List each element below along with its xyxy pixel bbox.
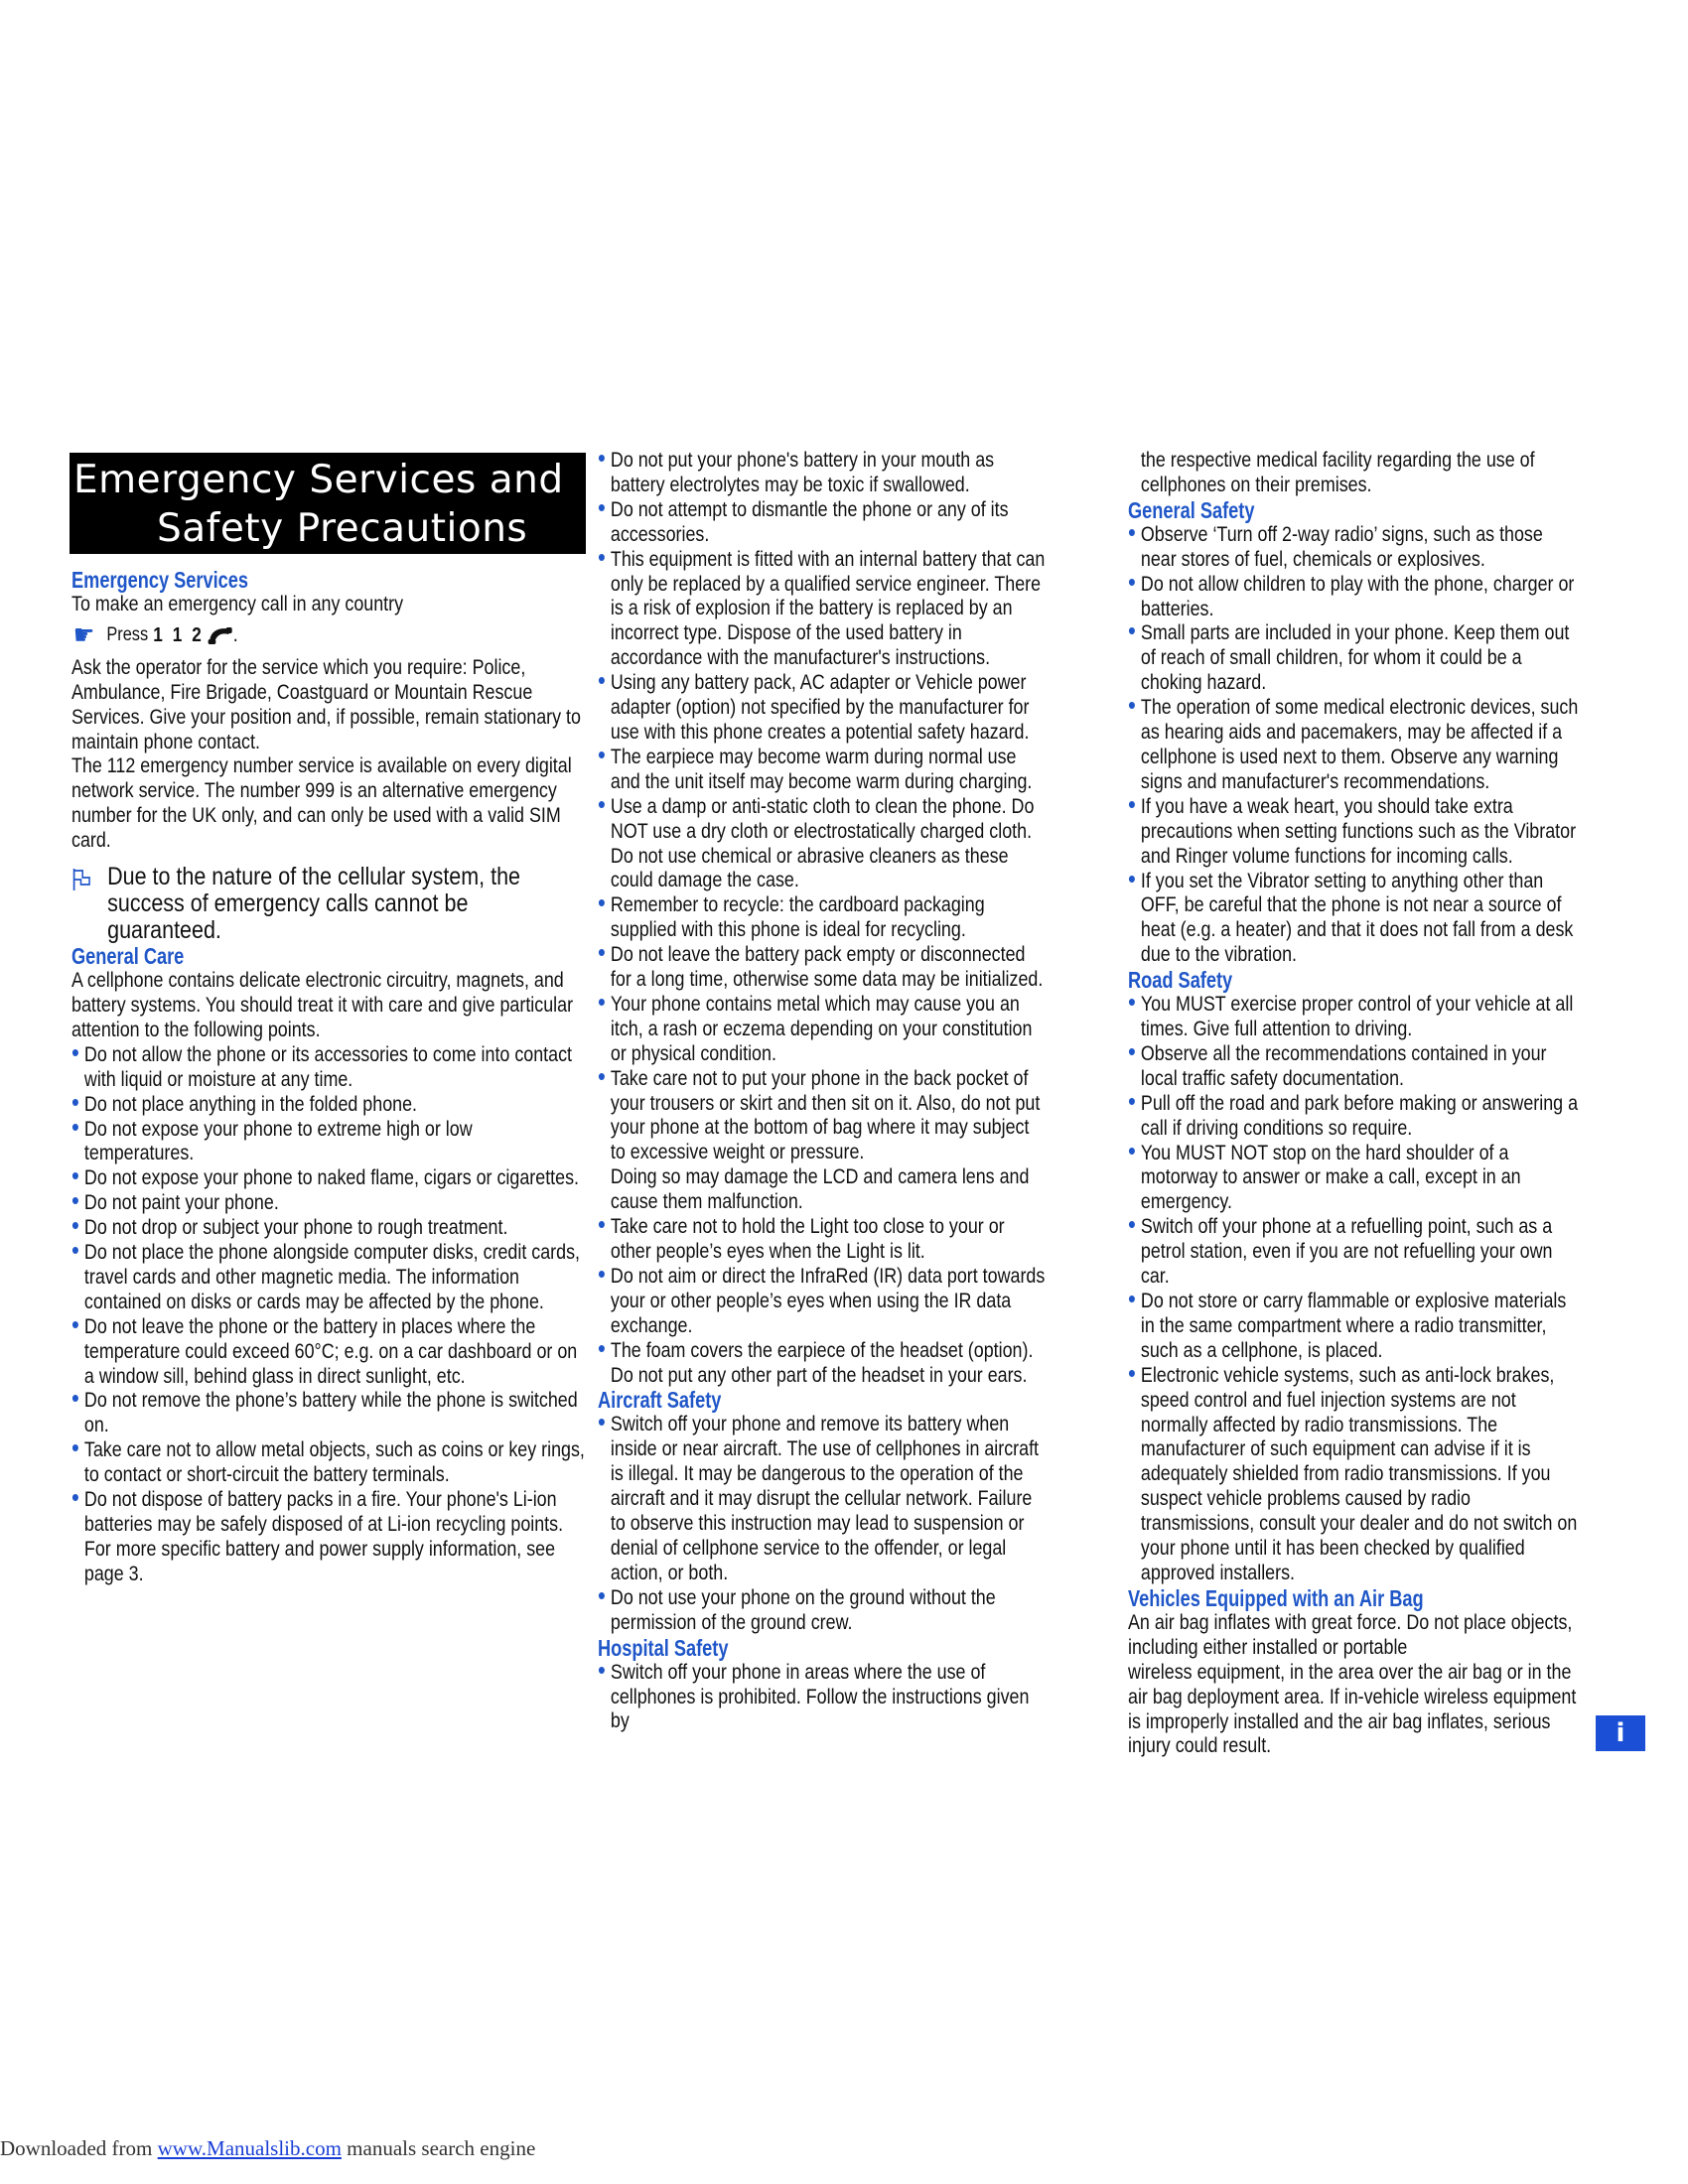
- list-item: • Do not drop or subject your phone to rough treatment.: [71, 1216, 586, 1241]
- airbag-heading: Vehicles Equipped with an Air Bag: [1128, 1584, 1424, 1611]
- pointing-hand-icon: ☛: [72, 619, 95, 651]
- list-item: • Pull off the road and park before making or answering a call if driving conditions so require.: [1128, 1092, 1581, 1142]
- page-title-line-2: Safety Precautions: [157, 506, 528, 551]
- press-label: Press: [106, 623, 149, 645]
- list-item: • The foam covers the earpiece of the headset (option). Do not put any other part of the headset in your ears.: [598, 1339, 1047, 1389]
- road-safety-heading: Road Safety: [1128, 967, 1233, 994]
- list-item: • Take care not to allow metal objects, such as coins or key rings, to contact or short-circuit the battery terminals.: [71, 1438, 586, 1488]
- list-item: • You MUST exercise proper control of your vehicle at all times. Give full attention to driving.: [1128, 993, 1581, 1042]
- list-item: • You MUST NOT stop on the hard shoulder of a motorway to answer or make a call, except in an emergency.: [1128, 1142, 1581, 1216]
- page-number-badge: i: [1596, 1715, 1645, 1751]
- note: [71, 864, 586, 944]
- aircraft-safety-list: [598, 1413, 1047, 1635]
- list-item: • Do not allow children to play with the phone, charger or batteries.: [1128, 573, 1581, 622]
- page-title: [70, 453, 586, 554]
- note-text: Due to the nature of the cellular system, the success of emergency calls cannot be guaranteed.: [107, 863, 521, 945]
- note-flag-icon: [71, 868, 92, 891]
- list-item: • Remember to recycle: the cardboard packaging supplied with this phone is ideal for recycling.: [598, 893, 1047, 943]
- list-item-text: Take care not to put your phone in the back pocket of your trousers or skirt and then sit on it. Also, do not put your phone at the bottom of bag where it may subject to excessive weight or pressure.: [610, 1066, 1041, 1164]
- list-item: • Do not place anything in the folded phone.: [71, 1093, 586, 1118]
- list-item: • Do not use your phone on the ground without the permission of the ground crew.: [598, 1586, 1047, 1636]
- general-safety-heading: General Safety: [1128, 496, 1255, 523]
- list-item: • This equipment is fitted with an internal battery that can only be replaced by a qualified service engineer. There is a risk of explosion if the battery is replaced by an incorrect type. Dispose of the used battery in accordance with the manufacturer's instructions.: [598, 548, 1047, 672]
- aircraft-safety-heading: Aircraft Safety: [598, 1387, 722, 1414]
- list-item: • Switch off your phone and remove its battery when inside or near aircraft. The use of cellphones in aircraft is illegal. It may be dangerous to the operation of the aircraft and it may disrupt the cellular network. Failure to observe this instruction may lead to suspension or denial of cellphone service to the offender, or legal action, or both.: [598, 1413, 1047, 1585]
- right-column: [1128, 449, 1581, 1759]
- general-care-heading: General Care: [71, 943, 185, 970]
- list-item: • Use a damp or anti-static cloth to clean the phone. Do NOT use a dry cloth or electrostatically charged cloth. Do not use chemical or abrasive cleaners as these could damage the case.: [598, 795, 1047, 894]
- list-item: • Do not remove the phone’s battery while the phone is switched on.: [71, 1389, 586, 1438]
- list-item: • Do not leave the battery pack empty or disconnected for a long time, otherwise some data may be initialized.: [598, 943, 1047, 993]
- list-item: • Do not dispose of battery packs in a fire. Your phone's Li-ion batteries may be safely disposed of at Li-ion recycling points. For more specific battery and power supply information, see page 3.: [71, 1488, 586, 1587]
- emergency-intro: To make an emergency call in any country: [71, 593, 404, 615]
- hospital-safety-list: [598, 1661, 1047, 1735]
- list-item: • Do not put your phone's battery in your mouth as battery electrolytes may be toxic if swallowed.: [598, 449, 1047, 498]
- list-item: [598, 1067, 1047, 1215]
- list-item: • Do not store or carry flammable or explosive materials in the same compartment where a radio transmitter, such as a cellphone, is placed.: [1128, 1290, 1581, 1364]
- list-item: • Do not leave the phone or the battery in places where the temperature could exceed 60°C; e.g. on a car dashboard or on a window sill, behind glass in direct sunlight, etc.: [71, 1315, 586, 1390]
- list-item: • The earpiece may become warm during normal use and the unit itself may become warm during charging.: [598, 746, 1047, 795]
- list-item: • Your phone contains metal which may cause you an itch, a rash or eczema depending on your constitution or physical condition.: [598, 993, 1047, 1067]
- press-suffix: .: [232, 622, 238, 646]
- page-title-line-1: Emergency Services and: [73, 458, 564, 502]
- hospital-safety-heading: Hospital Safety: [598, 1634, 729, 1661]
- footer-prefix: Downloaded from: [0, 2136, 158, 2160]
- press-instruction: [72, 619, 586, 651]
- footer: [0, 2136, 535, 2161]
- list-item: • Small parts are included in your phone. Keep them out of reach of small children, for whom it could be a choking hazard.: [1128, 621, 1581, 696]
- list-item-continuation: Doing so may damage the LCD and camera lens and cause them malfunction.: [610, 1165, 1030, 1214]
- list-item: • Do not attempt to dismantle the phone or any of its accessories.: [598, 498, 1047, 548]
- list-item: • Do not place the phone alongside computer disks, credit cards, travel cards and other magnetic media. The information contained on disks or cards may be affected by the phone.: [71, 1241, 586, 1315]
- left-column: [71, 568, 586, 1587]
- list-item: • The operation of some medical electronic devices, such as hearing aids and pacemakers, may be affected if a cellphone is used next to them. Observe any warning signs and manufacturer's recommendations.: [1128, 696, 1581, 795]
- emergency-paragraph-1: Ask the operator for the service which you require: Police, Ambulance, Fire Brigade, Coastguard or Mountain Rescue Services. Give your position and, if possible, remain stationary to maintain phone contact.: [71, 655, 581, 753]
- list-item: • Do not paint your phone.: [71, 1191, 586, 1216]
- hospital-continuation: the respective medical facility regarding the use of cellphones on their premises.: [1140, 449, 1535, 496]
- send-key-icon: [208, 625, 233, 645]
- list-item: • Take care not to hold the Light too close to your or other people’s eyes when the Light is lit.: [598, 1215, 1047, 1265]
- emergency-paragraph-2: The 112 emergency number service is available on every digital network service. The number 999 is an alternative emergency number for the UK only, and can only be used with a valid SIM card.: [71, 754, 572, 853]
- road-safety-list: [1128, 993, 1581, 1586]
- emergency-services-heading: Emergency Services: [71, 567, 249, 593]
- middle-column: [598, 449, 1047, 1734]
- airbag-text-1: An air bag inflates with great force. Do not place objects, including either installed or portable: [1128, 1610, 1573, 1659]
- footer-link[interactable]: www.Manualslib.com: [157, 2136, 342, 2160]
- care-continued-list: [598, 449, 1047, 1388]
- list-item: • Electronic vehicle systems, such as anti-lock brakes, speed control and fuel injection systems are not normally affected by radio transmissions. The manufacturer of such equipment can advise if it is adequately shielded from radio transmissions. If you suspect vehicle problems caused by radio transmissions, consult your dealer and do not switch on your phone until it has been checked by qualified approved installers.: [1128, 1364, 1581, 1586]
- general-safety-list: [1128, 523, 1581, 968]
- list-item: • Switch off your phone in areas where the use of cellphones is prohibited. Follow the instructions given by: [598, 1661, 1047, 1735]
- footer-suffix: manuals search engine: [341, 2136, 536, 2160]
- list-item: • Do not allow the phone or its accessories to come into contact with liquid or moisture at any time.: [71, 1043, 586, 1093]
- list-item: • Do not aim or direct the InfraRed (IR) data port towards your or other people’s eyes when using the IR data exchange.: [598, 1265, 1047, 1339]
- list-item: • Do not expose your phone to extreme high or low temperatures.: [71, 1118, 586, 1167]
- list-item: • If you have a weak heart, you should take extra precautions when setting functions such as the Vibrator and Ringer volume functions for incoming calls.: [1128, 795, 1581, 870]
- press-keys: 1 1 2: [153, 623, 205, 646]
- list-item: • Observe ‘Turn off 2-way radio’ signs, such as those near stores of fuel, chemicals or explosives.: [1128, 523, 1581, 573]
- list-item: • Using any battery pack, AC adapter or Vehicle power adapter (option) not specified by the manufacturer for use with this phone creates a potential safety hazard.: [598, 671, 1047, 746]
- list-item: • If you set the Vibrator setting to anything other than OFF, be careful that the phone is not near a source of heat (e.g. a heater) and that it does not fall from a desk due to the vibration.: [1128, 870, 1581, 969]
- list-item: • Observe all the recommendations contained in your local traffic safety documentation.: [1128, 1042, 1581, 1092]
- airbag-text-2: wireless equipment, in the area over the air bag or in the air bag deployment area. If in-vehicle wireless equipment is improperly installed and the air bag inflates, serious injury could result.: [1128, 1660, 1577, 1758]
- list-item: • Do not expose your phone to naked flame, cigars or cigarettes.: [71, 1166, 586, 1191]
- list-item: • Switch off your phone at a refuelling point, such as a petrol station, even if you are not refuelling your own car.: [1128, 1215, 1581, 1290]
- general-care-intro: A cellphone contains delicate electronic circuitry, magnets, and battery systems. You should treat it with care and give particular attention to the following points.: [71, 969, 574, 1041]
- general-care-list: [71, 1043, 586, 1587]
